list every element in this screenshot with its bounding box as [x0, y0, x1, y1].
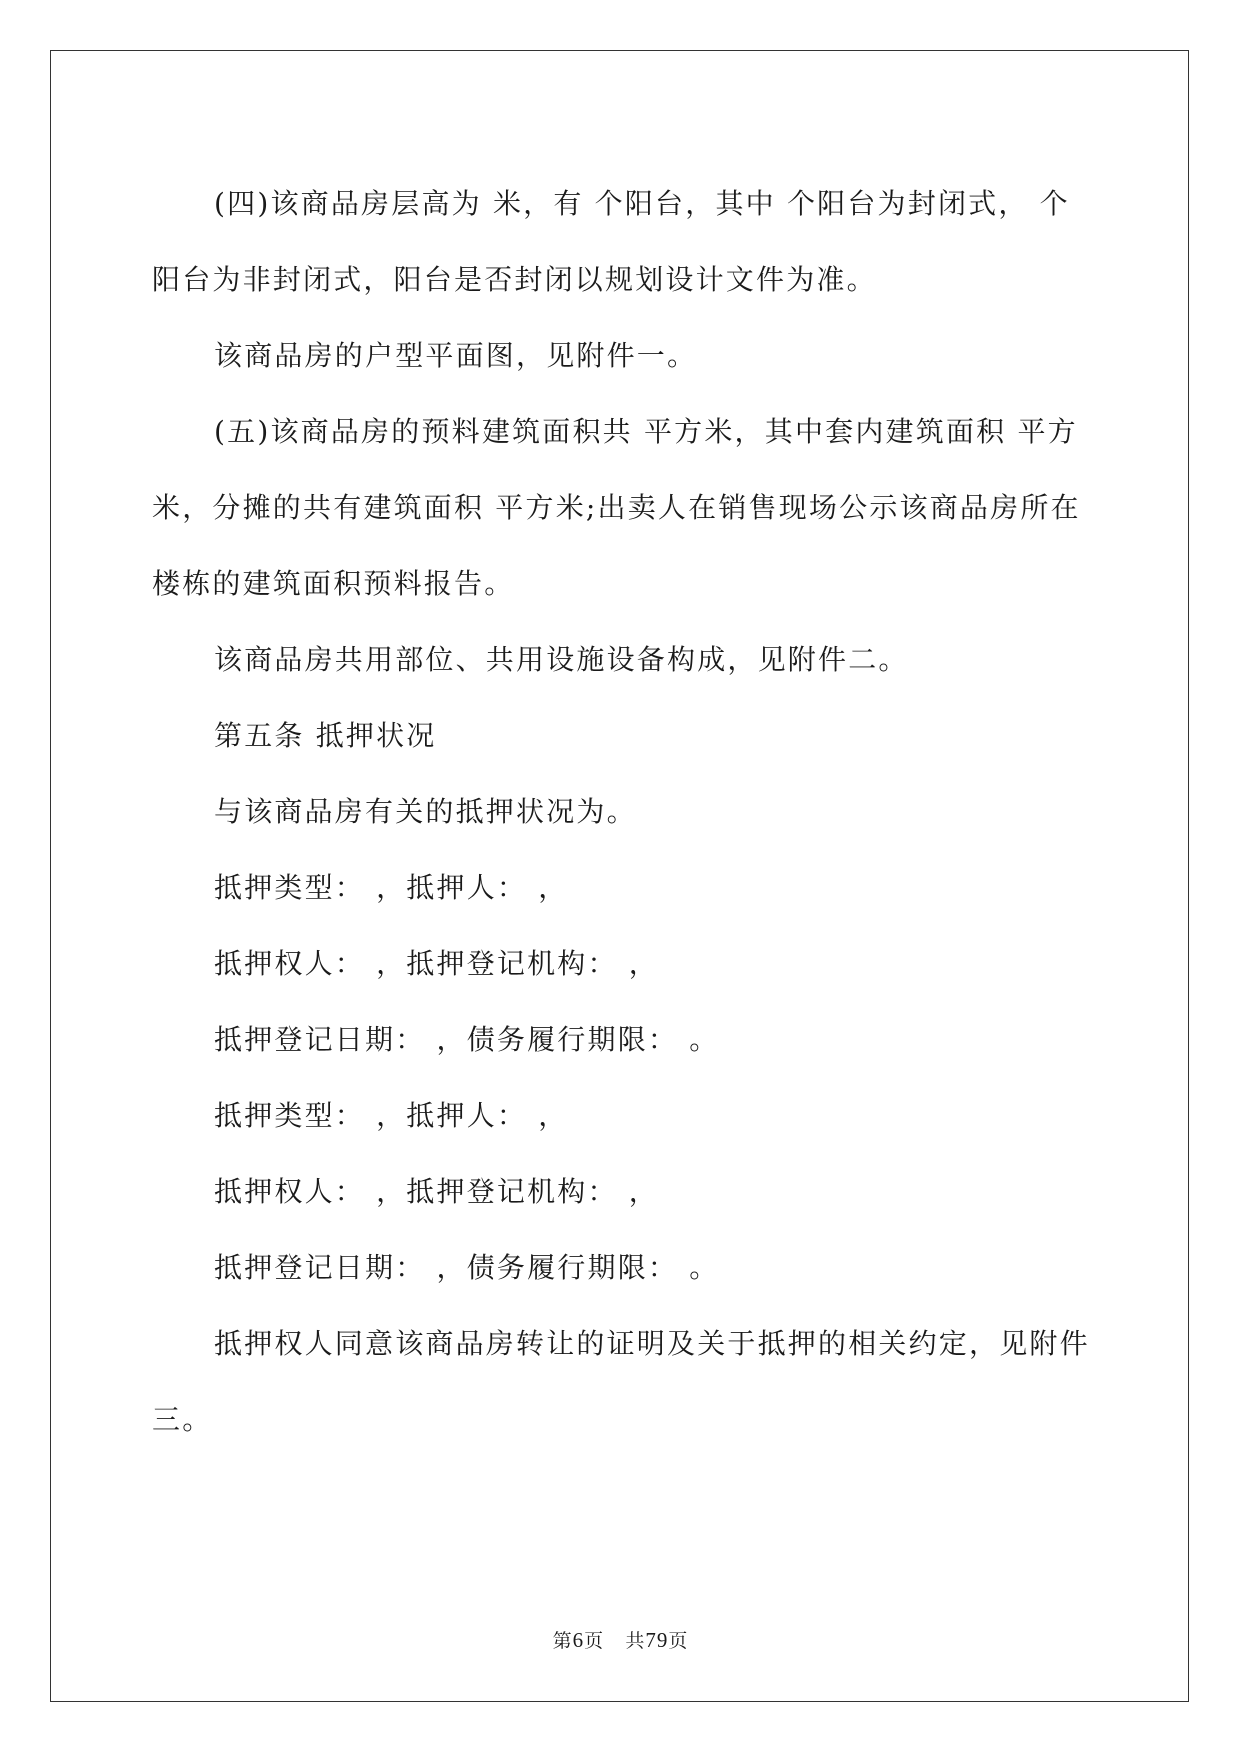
footer-total-pages: 79	[645, 1628, 669, 1652]
document-body	[152, 166, 1092, 1458]
registration-date-line-1: 抵押登记日期： ，债务履行期限： 。	[214, 1023, 720, 1056]
footer-total-suffix: 页	[668, 1630, 689, 1652]
footer-page-suffix: 页	[584, 1630, 605, 1652]
mortgage-type-line-1: 抵押类型： ，抵押人： ，	[214, 871, 569, 904]
paragraph-storey-height-balconies: (四)该商品房层高为 米，有 个阳台，其中 个阳台为封闭式， 个阳台为非封闭式，阳台是否封闭以规划设计文件为准。	[152, 187, 1070, 296]
paragraph-shared-facilities: 该商品房共用部位、共用设施设备构成，见附件二。	[214, 643, 909, 676]
paragraph-building-area: (五)该商品房的预料建筑面积共 平方米，其中套内建筑面积 平方米，分摊的共有建筑面积 平方米;出卖人在销售现场公示该商品房所在楼栋的建筑面积预料报告。	[152, 415, 1081, 600]
footer-page-number: 6	[572, 1628, 585, 1652]
registration-date-line-2: 抵押登记日期： ，债务履行期限： 。	[214, 1251, 720, 1284]
footer-page-prefix: 第	[552, 1630, 573, 1652]
section-heading-mortgage: 第五条 抵押状况	[214, 719, 437, 752]
paragraph-floor-plan: 该商品房的户型平面图，见附件一。	[214, 339, 698, 372]
paragraph-mortgagee-consent: 抵押权人同意该商品房转让的证明及关于抵押的相关约定，见附件三。	[152, 1327, 1090, 1436]
mortgage-type-line-2: 抵押类型： ，抵押人： ，	[214, 1099, 569, 1132]
mortgagee-line-2: 抵押权人： ，抵押登记机构： ，	[214, 1175, 660, 1208]
page-footer	[0, 1626, 1241, 1653]
paragraph-mortgage-intro: 与该商品房有关的抵押状况为。	[214, 795, 637, 828]
footer-total-prefix: 共	[625, 1630, 646, 1652]
mortgagee-line-1: 抵押权人： ，抵押登记机构： ，	[214, 947, 660, 980]
